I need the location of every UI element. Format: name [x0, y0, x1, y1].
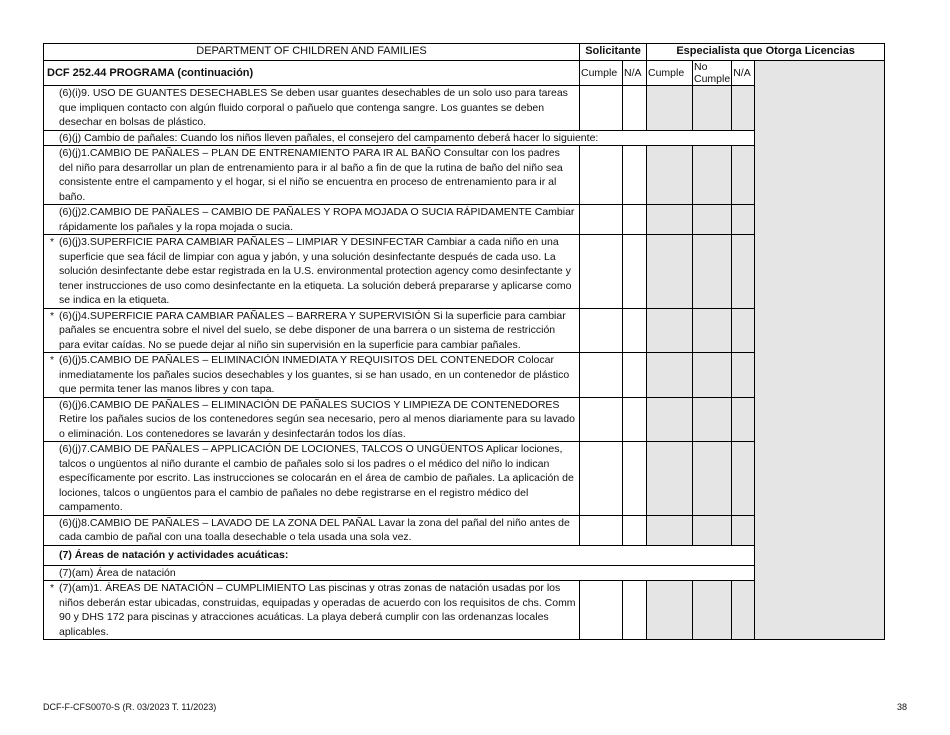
licencias-cumple-cell — [647, 86, 693, 131]
required-marker: * — [50, 582, 55, 594]
licencias-cumple-cell — [647, 353, 693, 398]
solicitante-na-cell[interactable] — [623, 205, 647, 235]
licencias-no-cumple-cell — [693, 581, 732, 640]
program-title: DCF 252.44 PROGRAMA (continuación) — [44, 61, 580, 86]
licencias-cumple-cell — [647, 397, 693, 442]
department-header: DEPARTMENT OF CHILDREN AND FAMILIES — [44, 44, 580, 61]
section-title: (7) Áreas de natación y actividades acuáticas: — [44, 545, 755, 565]
licencias-na-cell — [732, 235, 755, 309]
licencias-no-cumple-cell — [693, 86, 732, 131]
requirement-text: (6)(j)5.CAMBIO DE PAÑALES – ELIMINACIÓN INMEDIATA Y REQUISITOS DEL CONTENEDOR Colocar inmediatamente los pañales sucios desechables y los guantes, si se han usado, en un contenedor de plástico que permita tener las manos libres y con tapa. — [59, 354, 570, 395]
requirement-text: (6)(j)3.SUPERFICIE PARA CAMBIAR PAÑALES – LIMPIAR Y DESINFECTAR Cambiar a cada niño en una superficie que sea fácil de limpiar con agua y jabón, y una solución desinfectante después de cada uso. La solución desinfectante debe estar registrada en la U.S. environmental protection agency como desinfectante y tener instrucciones de uso como desinfectante en la etiqueta. La solución deberá prepararse y aplicarse como se indica en la etiqueta. — [59, 236, 572, 306]
solicitante-cumple-cell[interactable] — [580, 205, 623, 235]
licencias-na-cell — [732, 205, 755, 235]
requirement-text: (6)(j)4.SUPERFICIE PARA CAMBIAR PAÑALES – BARRERA Y SUPERVISIÓN Si la superficie para cambiar pañales se encuentra sobre el nivel del suelo, se debe disponer de una barrera o un sistema de restricción para evitar caídas. No se puede dejar al niño sin supervisión en la superficie para cambiar pañales. — [59, 309, 566, 351]
requirement-text: (6)(i)9. USO DE GUANTES DESECHABLES Se deben usar guantes desechables de un solo uso para tareas que impliquen contacto con algún fluido corporal o pañuelo que contenga sangre. Los guantes se deben desechar en bolsas de plástico. — [59, 87, 568, 128]
grey-side-panel — [755, 61, 885, 640]
solicitante-cumple-cell[interactable] — [580, 581, 623, 640]
solicitante-na-cell[interactable] — [623, 353, 647, 398]
col-lic-na-header: N/A — [732, 61, 755, 86]
licencias-no-cumple-cell — [693, 235, 732, 309]
licencias-na-cell — [732, 146, 755, 205]
subsection-label: (7)(am) Área de natación — [44, 565, 755, 581]
col-cumple-header: Cumple — [580, 61, 623, 86]
especialista-header: Especialista que Otorga Licencias — [647, 44, 885, 61]
licencias-no-cumple-cell — [693, 308, 732, 353]
licencias-na-cell — [732, 353, 755, 398]
licencias-no-cumple-cell — [693, 205, 732, 235]
solicitante-cumple-cell[interactable] — [580, 515, 623, 545]
page-number: 38 — [896, 702, 907, 712]
requirement-text: (6)(j)1.CAMBIO DE PAÑALES – PLAN DE ENTRENAMIENTO PARA IR AL BAÑO Consultar con los padres del niño para desarrollar un plan de entrenamiento para ir al baño a fin de que la rutina de baño del niño sea consistente entre el campamento y el hogar, si el niño se encuentra en proceso de entrenamiento para ir al baño. — [59, 147, 563, 203]
checklist-table — [43, 43, 885, 640]
licencias-na-cell — [732, 515, 755, 545]
requirement-text: (6)(j)7.CAMBIO DE PAÑALES – APPLICACIÓN DE LOCIONES, TALCOS O UNGÜENTOS Aplicar lociones, talcos o ungüentos al niño durante el cambio de pañales solo si los padres o el médico del niño lo indican específicamente por escrito. Las instrucciones se colocarán en el área de cambio de pañales. La aplicación de lociones, talcos o ungüentos para el cambio de pañales no debe registrarse en el registro médico del campamento. — [59, 443, 574, 513]
header-row — [44, 44, 885, 61]
subsection-label: (6)(j) Cambio de pañales: Cuando los niños lleven pañales, el consejero del campamento deberá hacer lo siguiente: — [44, 130, 755, 146]
solicitante-cumple-cell[interactable] — [580, 397, 623, 442]
solicitante-na-cell[interactable] — [623, 515, 647, 545]
licencias-cumple-cell — [647, 308, 693, 353]
licencias-na-cell — [732, 442, 755, 516]
licencias-cumple-cell — [647, 235, 693, 309]
col-no-cumple-header: No Cumple — [694, 61, 731, 85]
licencias-cumple-cell — [647, 205, 693, 235]
requirement-text: (7)(am)1. ÁREAS DE NATACIÓN – CUMPLIMIENTO Las piscinas y otras zonas de natación usadas por los niños deberán estar ubicadas, construidas, equipadas y operadas de acuerdo con los requisitos de chs. Comm 90 y DHS 172 para piscinas y atracciones acuáticas. La playa deberá cumplir con las ordenanzas locales aplicables. — [59, 582, 576, 638]
solicitante-na-cell[interactable] — [623, 581, 647, 640]
solicitante-na-cell[interactable] — [623, 442, 647, 516]
solicitante-na-cell[interactable] — [623, 397, 647, 442]
form-id: DCF-F-CFS0070-S (R. 03/2023 T. 11/2023) — [43, 702, 217, 712]
col-lic-cumple-header: Cumple — [647, 61, 693, 86]
required-marker: * — [50, 354, 55, 366]
licencias-cumple-cell — [647, 515, 693, 545]
required-marker: * — [50, 236, 55, 248]
solicitante-na-cell[interactable] — [623, 146, 647, 205]
licencias-na-cell — [732, 581, 755, 640]
requirement-text: (6)(j)6.CAMBIO DE PAÑALES – ELIMINACIÓN DE PAÑALES SUCIOS Y LIMPIEZA DE CONTENEDORES Retire los pañales sucios de los contenedores según sea necesario, pero al menos diariamente para su lavado o eliminación. Los contenedores se lavarán y desinfectarán todos los días. — [59, 398, 575, 440]
solicitante-na-cell[interactable] — [623, 86, 647, 131]
licencias-no-cumple-cell — [693, 146, 732, 205]
licencias-na-cell — [732, 397, 755, 442]
solicitante-cumple-cell[interactable] — [580, 235, 623, 309]
solicitante-cumple-cell[interactable] — [580, 146, 623, 205]
licencias-na-cell — [732, 86, 755, 131]
solicitante-header: Solicitante — [580, 44, 647, 61]
licencias-no-cumple-cell — [693, 397, 732, 442]
solicitante-cumple-cell[interactable] — [580, 353, 623, 398]
licencias-no-cumple-cell — [693, 442, 732, 516]
solicitante-na-cell[interactable] — [623, 308, 647, 353]
licencias-no-cumple-cell — [693, 515, 732, 545]
solicitante-cumple-cell[interactable] — [580, 442, 623, 516]
requirement-text: (6)(j)2.CAMBIO DE PAÑALES – CAMBIO DE PAÑALES Y ROPA MOJADA O SUCIA RÁPIDAMENTE Cambiar rápidamente los pañales y la ropa mojada o sucia. — [59, 206, 575, 233]
solicitante-na-cell[interactable] — [623, 235, 647, 309]
licencias-cumple-cell — [647, 581, 693, 640]
solicitante-cumple-cell[interactable] — [580, 86, 623, 131]
requirement-text: (6)(j)8.CAMBIO DE PAÑALES – LAVADO DE LA ZONA DEL PAÑAL Lavar la zona del pañal del niño antes de cada cambio de pañal con una toalla desechable o tela usada una sola vez. — [59, 516, 570, 543]
solicitante-cumple-cell[interactable] — [580, 308, 623, 353]
licencias-cumple-cell — [647, 146, 693, 205]
required-marker: * — [50, 309, 55, 322]
column-header-row — [44, 61, 885, 86]
col-na-header: N/A — [623, 61, 647, 86]
licencias-no-cumple-cell — [693, 353, 732, 398]
licencias-cumple-cell — [647, 442, 693, 516]
licencias-na-cell — [732, 308, 755, 353]
